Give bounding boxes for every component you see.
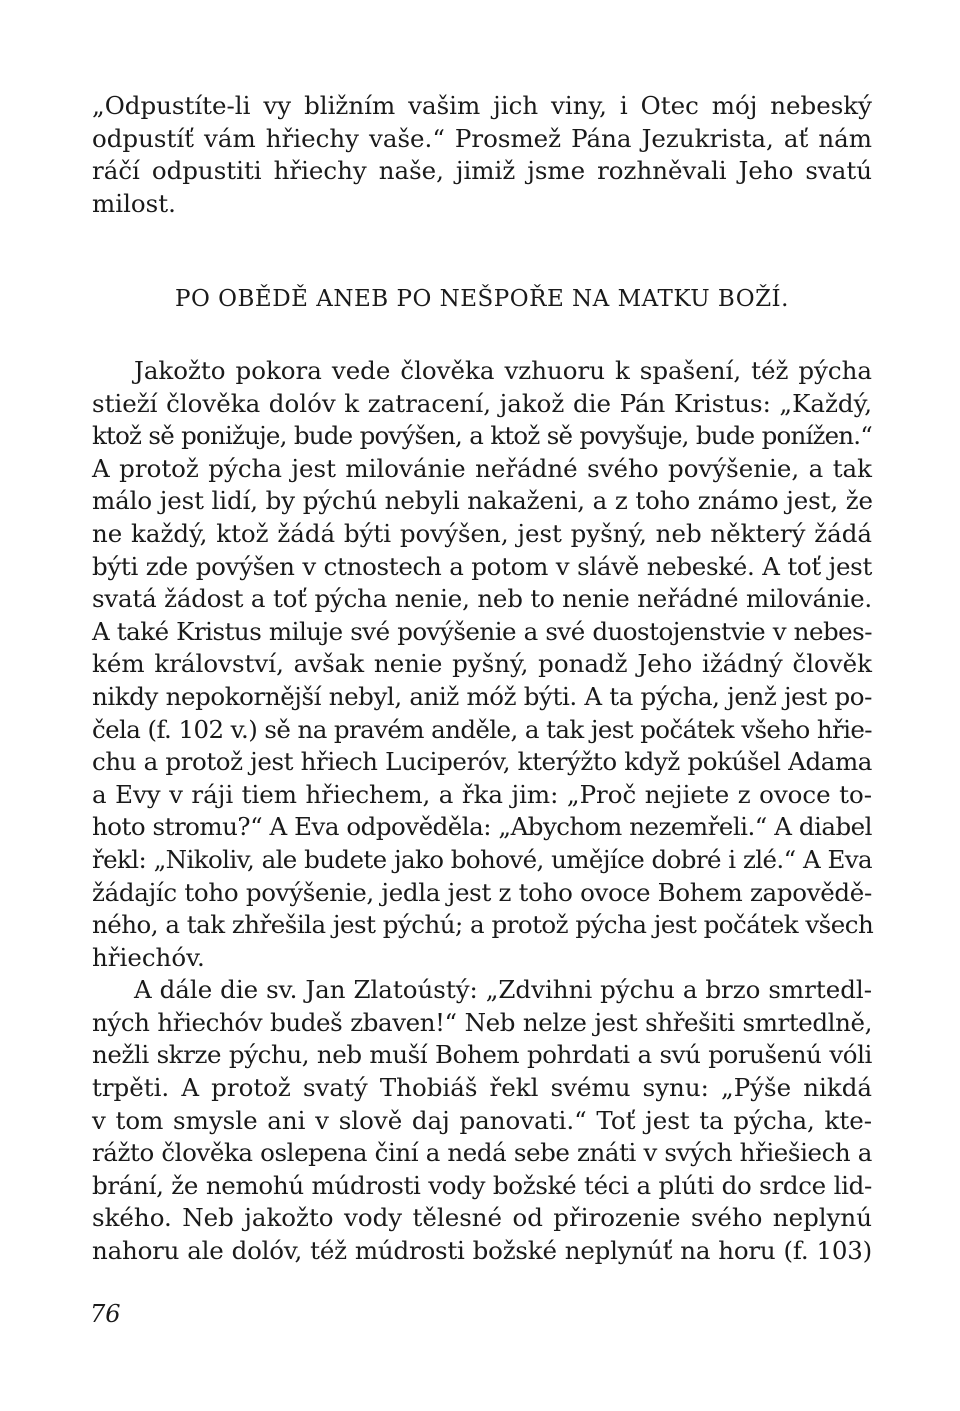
- text-line: Jakožto pokora vede člověka vzhuoru k spašení, též pýcha: [134, 356, 872, 385]
- text-line: hřiechóv.: [92, 942, 205, 972]
- text-line: ského. Neb jakožto vody tělesné od přirozenie svého neplynú: [92, 1203, 872, 1233]
- text-line: ktož sě ponižuje, bude povýšen, a ktož sě povyšuje, bude ponížen.“: [92, 421, 872, 451]
- page-number: 76: [90, 1300, 121, 1328]
- text-line: stieží člověka dolóv k zatracení, jakož die Pán Kristus: „Každý,: [92, 388, 872, 418]
- text-line: A dále die sv. Jan Zlatoústý: „Zdvihni pýchu a brzo smrtedl-: [134, 975, 872, 1005]
- text-line: ných hřiechóv budeš zbaven!“ Neb nelze jest shřešiti smrtedlně,: [92, 1007, 872, 1037]
- text-line: trpěti. A protož svatý Thobiáš řekl svému synu: „Pýše nikdá: [92, 1073, 872, 1103]
- text-line: ráčí odpustiti hřiechy naše, jimiž jsme rozhněvali Jeho svatú: [92, 156, 872, 186]
- text-line: ného, a tak zhřešila jest pýchú; a protož pýcha jest počátek všech: [92, 910, 874, 940]
- text-line: odpustíť vám hřiechy vaše.“ Prosmež Pána Jezukrista, ať nám: [92, 123, 872, 153]
- text-line: kém království, avšak nenie pyšný, ponadž Jeho ižádný člověk: [92, 649, 872, 679]
- text-line: „Odpustíte-li vy bližním vašim jich viny, i Otec mój nebeský: [92, 91, 872, 120]
- text-line: v tom smysle ani v slově daj panovati.“ Toť jest ta pýcha, kte-: [92, 1105, 872, 1135]
- text-line: řekl: „Nikoliv, ale budete jako bohové, umějíce dobré i zlé.“ A Eva: [92, 844, 872, 874]
- text-line: hoto stromu?“ A Eva odpověděla: „Abychom nezemřeli.“ A diabel: [92, 812, 872, 842]
- text-line: milost.: [92, 188, 176, 218]
- text-line: čela (f. 102 v.) sě na pravém anděle, a tak jest počátek všeho hřie-: [92, 714, 872, 744]
- text-line: brání, že nemohú múdrosti vody božské téci a plúti do srdce lid-: [92, 1170, 872, 1200]
- intro-paragraph: [92, 90, 872, 220]
- text-line: nahoru ale dolóv, též múdrosti božské neplynúť na horu (f. 103): [92, 1236, 872, 1266]
- text-line: a Evy v ráji tiem hřiechem, a řka jim: „Proč nejiete z ovoce to-: [92, 779, 872, 809]
- body-text: [92, 355, 872, 1268]
- text-line: ne každý, ktož žádá býti povýšen, jest pyšný, neb některý žádá: [92, 518, 872, 548]
- section-heading: PO OBĚDĚ ANEB PO NEŠPOŘE NA MATKU BOŽÍ.: [175, 286, 789, 312]
- text-line: chu a protož jest hřiech Luciperóv, kterýžto když pokúšel Adama: [92, 747, 872, 777]
- text-line: žádajíc toho povýšenie, jedla jest z toho ovoce Bohem zapovědě-: [92, 877, 872, 907]
- text-line: rážto člověka oslepena činí a nedá sebe znáti v svých hřiešiech a: [92, 1138, 872, 1168]
- text-line: nikdy nepokornější nebyl, aniž móž býti. A ta pýcha, jenž jest po-: [92, 681, 872, 711]
- text-line: málo jest lidí, by pýchú nebyli nakaženi, a z toho známo jest, že: [92, 486, 873, 516]
- text-line: nežli skrze pýchu, neb muší Bohem pohrdati a svú porušenú vóli: [92, 1040, 872, 1070]
- text-line: A také Kristus miluje své povýšenie a své duostojenstvie v nebes-: [92, 616, 872, 646]
- text-line: svatá žádost a toť pýcha nenie, neb to nenie neřádné milovánie.: [92, 584, 872, 614]
- text-line: A protož pýcha jest milovánie neřádné svého povýšenie, a tak: [92, 453, 872, 483]
- text-line: býti zde povýšen v ctnostech a potom v slávě nebeské. A toť jest: [92, 551, 872, 581]
